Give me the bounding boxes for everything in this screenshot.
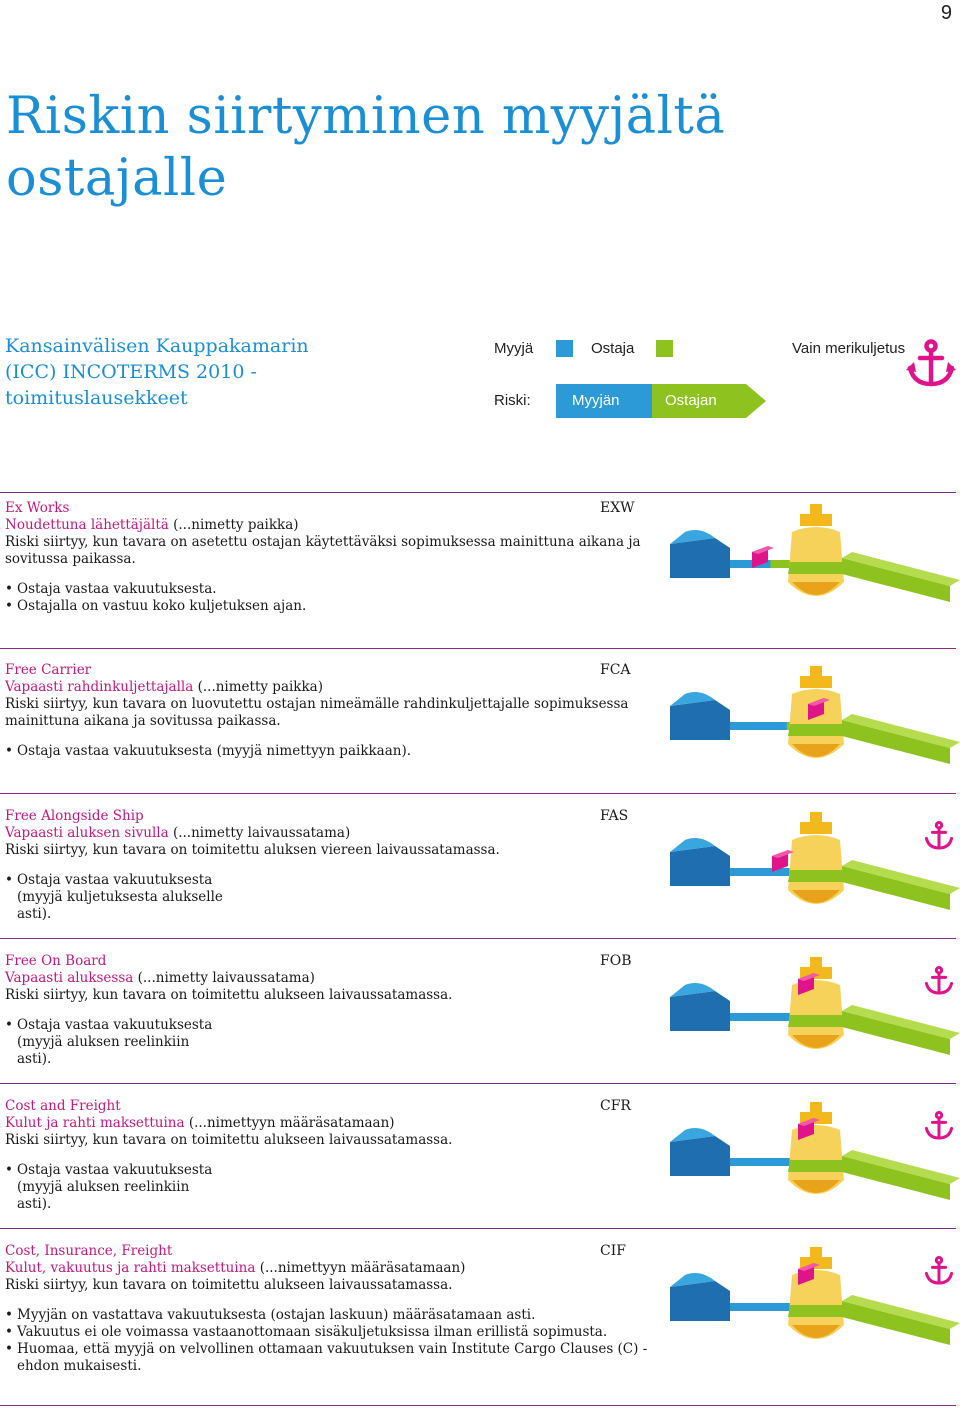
term-finnish-name: Vapaasti rahdinkuljettajalla: [5, 679, 194, 695]
section-divider: [0, 1083, 956, 1084]
term-description: Riski siirtyy, kun tavara on toimitettu alukseen laivaussatamassa.: [5, 1277, 453, 1293]
term-bullets: [5, 872, 225, 923]
term-named-place: (...nimetty paikka): [168, 517, 299, 533]
term-named-place: (...nimetty paikka): [193, 679, 323, 695]
section-divider: [0, 793, 956, 794]
page-number: 9: [940, 2, 952, 24]
term-bullet-item: • Ostaja vastaa vakuutuksesta (myyjä aluksen reelinkiin asti).: [5, 1017, 225, 1068]
term-finnish-line: [5, 1115, 395, 1132]
risk-transfer-illustration: [660, 1100, 960, 1220]
term-finnish-line: [5, 1260, 465, 1277]
section-divider: [0, 648, 956, 649]
term-english-name: Free On Board: [5, 953, 107, 969]
term-finnish-name: Noudettuna lähettäjältä: [5, 517, 169, 533]
term-finnish-name: Kulut, vakuutus ja rahti maksettuina: [5, 1260, 256, 1276]
risk-transfer-illustration: [660, 955, 960, 1075]
section-divider: [0, 1228, 956, 1229]
subtitle: Kansainvälisen Kauppakamarin (ICC) INCOTERMS 2010 -toimituslausekkeet: [5, 335, 309, 409]
term-bullet-item: • Ostaja vastaa vakuutuksesta (myyjä kuljetuksesta alukselle asti).: [5, 872, 225, 923]
term-bullet-item: • Ostaja vastaa vakuutuksesta (myyjä nimettyyn paikkaan).: [5, 743, 655, 760]
legend-sea-only-label: Vain merikuljetus: [792, 340, 906, 357]
term-bullets: [5, 1162, 225, 1213]
section-divider: [0, 1405, 956, 1406]
term-english-name: Ex Works: [5, 500, 70, 516]
risk-bar-arrow-icon: [746, 384, 766, 418]
term-code: FCA: [600, 662, 631, 678]
term-code: EXW: [600, 500, 635, 516]
term-code: FAS: [600, 808, 629, 824]
legend-buyer-label: Ostaja: [591, 340, 635, 357]
term-bullet-item: • Ostaja vastaa vakuutuksesta.: [5, 581, 655, 598]
term-finnish-line: [5, 679, 323, 696]
term-english-name: Cost, Insurance, Freight: [5, 1243, 173, 1259]
term-english-name: Free Alongside Ship: [5, 808, 144, 824]
section-divider: [0, 492, 956, 493]
risk-transfer-illustration: [660, 1245, 960, 1365]
term-description: Riski siirtyy, kun tavara on toimitettu aluksen viereen laivaussatamassa.: [5, 842, 500, 858]
term-finnish-line: [5, 825, 350, 842]
risk-transfer-illustration: [660, 502, 960, 622]
term-named-place: (...nimetty laivaussatama): [168, 825, 351, 841]
term-named-place: (...nimetty laivaussatama): [133, 970, 315, 986]
term-bullets: [5, 743, 655, 760]
legend-seller-swatch: [556, 340, 573, 357]
term-finnish-name: Vapaasti aluksessa: [5, 970, 134, 986]
risk-bar-seller: Myyjän: [556, 384, 652, 418]
risk-bar-buyer: Ostajan: [652, 384, 746, 418]
term-bullets: [5, 1307, 655, 1375]
legend-seller-label: Myyjä: [494, 340, 534, 357]
term-description: Riski siirtyy, kun tavara on asetettu ostajan käytettäväksi sopimuksessa mainittuna aikana ja sovitussa paikassa.: [5, 534, 641, 567]
term-english-name: Free Carrier: [5, 662, 92, 678]
term-english-name: Cost and Freight: [5, 1098, 121, 1114]
term-named-place: (...nimettyyn määräsatamaan): [255, 1260, 466, 1276]
term-bullet-item: • Myyjän on vastattava vakuutuksesta (ostajan laskuun) määräsatamaan asti.: [5, 1307, 655, 1324]
term-code: FOB: [600, 953, 632, 969]
risk-label: Riski:: [494, 392, 531, 409]
term-bullet-item: • Ostaja vastaa vakuutuksesta (myyjä aluksen reelinkiin asti).: [5, 1162, 225, 1213]
term-finnish-name: Vapaasti aluksen sivulla: [5, 825, 169, 841]
term-bullet-item: • Vakuutus ei ole voimassa vastaanottomaan sisäkuljetuksissa ilman erillistä sopimusta.: [5, 1324, 655, 1341]
term-bullets: [5, 1017, 225, 1068]
term-description: Riski siirtyy, kun tavara on toimitettu alukseen laivaussatamassa.: [5, 1132, 453, 1148]
risk-transfer-illustration: [660, 810, 960, 930]
term-description: Riski siirtyy, kun tavara on luovutettu ostajan nimeämälle rahdinkuljettajalle sopimuksessa mainittuna aikana ja sovitussa paikassa.: [5, 696, 629, 729]
term-description: Riski siirtyy, kun tavara on toimitettu alukseen laivaussatamassa.: [5, 987, 453, 1003]
term-finnish-line: [5, 970, 315, 987]
section-divider: [0, 938, 956, 939]
term-code: CIF: [600, 1243, 626, 1259]
legend-buyer-swatch: [656, 340, 673, 357]
term-finnish-line: [5, 517, 299, 534]
term-bullet-item: • Ostajalla on vastuu koko kuljetuksen ajan.: [5, 598, 655, 615]
term-bullets: [5, 581, 655, 615]
risk-transfer-illustration: [660, 664, 960, 784]
term-named-place: (...nimettyyn määräsatamaan): [184, 1115, 395, 1131]
term-bullet-item: • Huomaa, että myyjä on velvollinen ottamaan vakuutuksen vain Institute Cargo Clauses (C) -ehdon mukaisesti.: [5, 1341, 655, 1375]
anchor-icon: [906, 338, 956, 390]
term-finnish-name: Kulut ja rahti maksettuina: [5, 1115, 185, 1131]
page-title: Riskin siirtyminen myyjältä ostajalle: [6, 87, 726, 208]
term-code: CFR: [600, 1098, 631, 1114]
